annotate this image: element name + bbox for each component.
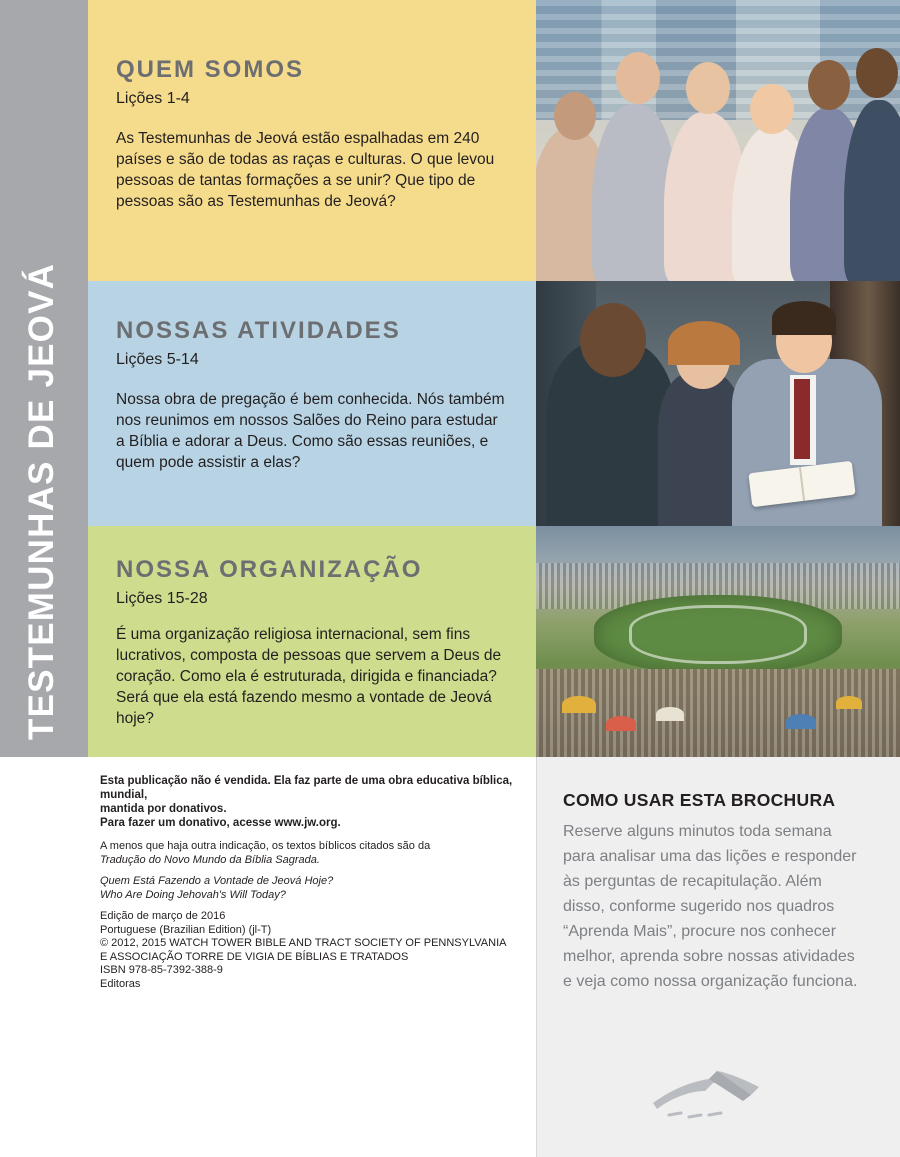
vertical-spine <box>0 0 88 757</box>
language-edition: Portuguese (Brazilian Edition) (jl-T) <box>100 923 272 936</box>
section-1-subtitle: Lições 1-4 <box>116 90 190 107</box>
edition-date: Edição de março de 2016 <box>100 910 226 922</box>
colophon <box>100 774 530 991</box>
section-1-title: QUEM SOMOS <box>116 56 305 83</box>
section-2-subtitle: Lições 5-14 <box>116 351 199 368</box>
copyright-line-2: E ASSOCIAÇÃO TORRE DE VIGIA DE BÍBLIAS E TRATADOS <box>100 950 409 963</box>
section-3-text <box>88 526 536 757</box>
publication-titles <box>100 875 530 902</box>
bible-note-line-1: A menos que haja outra indicação, os textos bíblicos citados são da <box>100 840 431 852</box>
section-nossa-organizacao <box>88 526 900 757</box>
notice-line-3: Para fazer um donativo, acesse www.jw.org. <box>100 817 341 829</box>
copyright-line-1: © 2012, 2015 WATCH TOWER BIBLE AND TRACT SOCIETY OF PENNSYLVANIA <box>100 937 507 949</box>
section-2-text <box>88 281 536 526</box>
section-3-title: NOSSA ORGANIZAÇÃO <box>116 556 423 583</box>
notice-line-1: Esta publicação não é vendida. Ela faz parte de uma obra educativa bíblica, mundial, <box>100 775 513 801</box>
section-1-text <box>88 0 536 281</box>
section-nossas-atividades <box>88 281 900 526</box>
panel-body: Reserve alguns minutos toda semana para analisar uma das lições e responder às perguntas de recapitulação. Além disso, conforme sugerido nos quadros “Aprenda Mais”, procure nos conhecer melhor, aprenda sobre nossas atividades e veja como nossa organização funciona. <box>563 823 858 990</box>
bible-note-line-2: Tradução do Novo Mundo da Bíblia Sagrada. <box>100 853 320 866</box>
isbn: ISBN 978-85-7392-388-9 <box>100 964 223 976</box>
section-2-title: NOSSAS ATIVIDADES <box>116 317 401 344</box>
man-teaching-bible-photo <box>536 281 900 526</box>
section-quem-somos <box>88 0 900 281</box>
donation-notice <box>100 774 530 830</box>
title-portuguese: Quem Está Fazendo a Vontade de Jeová Hoje? <box>100 875 334 887</box>
bottom-area <box>0 757 900 1157</box>
title-english: Who Are Doing Jehovah's Will Today? <box>100 888 286 901</box>
group-of-people-photo <box>536 0 900 281</box>
open-book-icon <box>647 1057 767 1127</box>
bible-source-note <box>100 840 530 867</box>
panel-title: COMO USAR ESTA BROCHURA <box>563 790 836 810</box>
section-2-body: Nossa obra de pregação é bem conhecida. Nós também nos reunimos em nossos Salões do Reino para estudar a Bíblia e adorar a Deus. Como são essas reuniões, e quem pode assistir a elas? <box>116 391 505 471</box>
section-1-body: As Testemunhas de Jeová estão espalhadas em 240 países e são de todas as raças e culturas. O que levou pessoas de tantas formações a se unir? Que tipo de pessoas são as Testemunhas de Jeová? <box>116 130 495 210</box>
publication-details <box>100 910 530 991</box>
section-3-subtitle: Lições 15-28 <box>116 590 208 607</box>
how-to-use-panel <box>537 757 900 1157</box>
stadium-convention-photo <box>536 526 900 757</box>
section-3-body: É uma organização religiosa internacional, sem fins lucrativos, composta de pessoas que servem a Deus de coração. Como ela é estruturada, dirigida e financiada? Será que ela está fazendo mesmo a vontade de Jeová hoje? <box>116 626 502 727</box>
spine-title: TESTEMUNHAS DE JEOVÁ <box>22 262 61 740</box>
notice-line-2: mantida por donativos. <box>100 803 227 815</box>
publishers: Editoras <box>100 977 141 990</box>
